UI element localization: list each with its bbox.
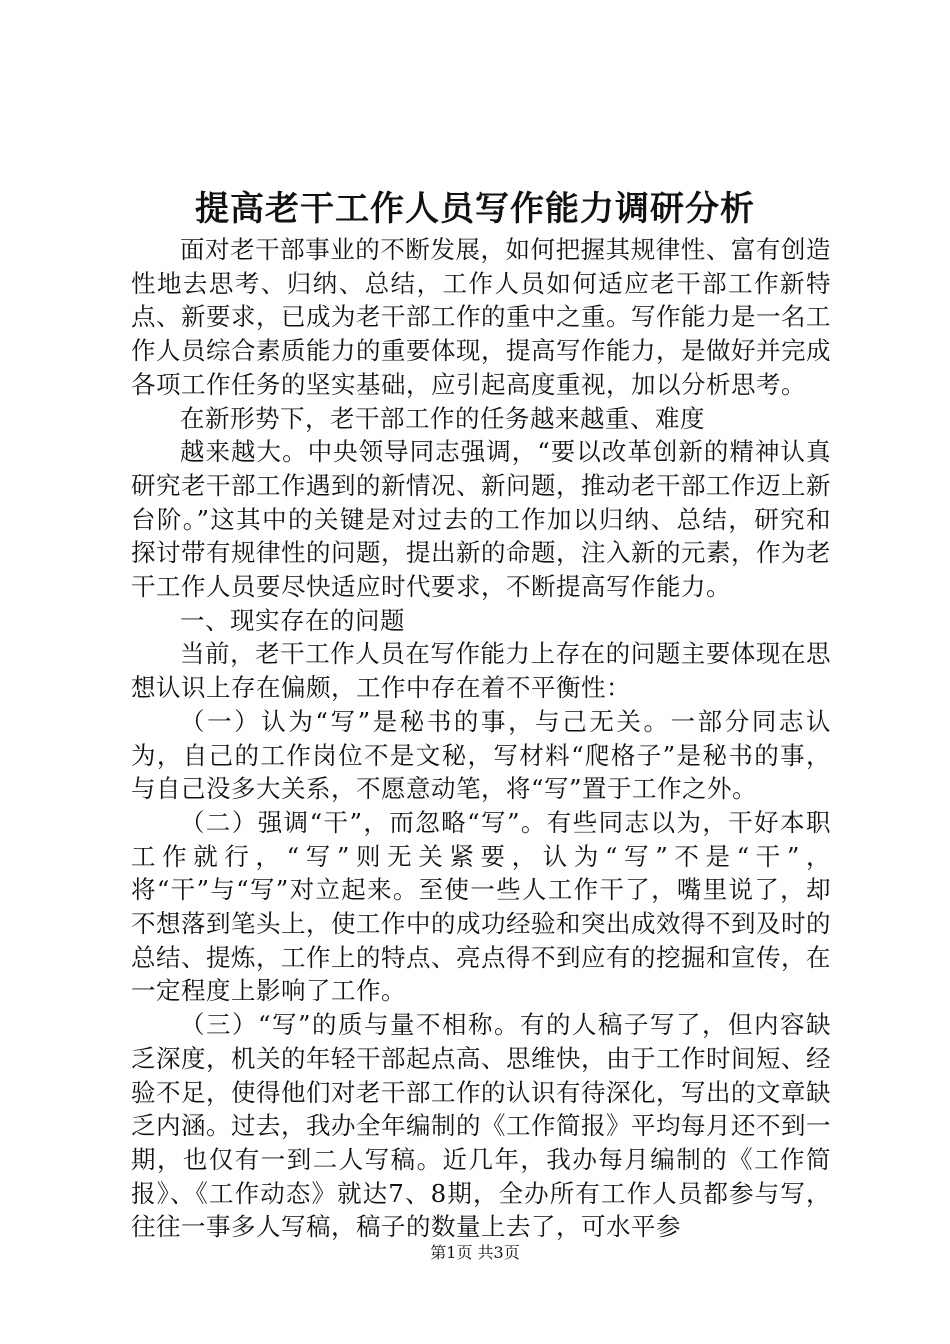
paragraph-problem-one: （一）认为“写”是秘书的事，与己无关。一部分同志认为，自己的工作岗位不是文秘，写材料“爬格子”是秘书的事，与自己没多大关系，不愿意动笔，将“写”置于工作之外。 (131, 706, 831, 804)
paragraph-problem-three: （三）“写”的质与量不相称。有的人稿子写了，但内容缺乏深度，机关的年轻干部起点高、思维快，由于工作时间短、经验不足，使得他们对老干部工作的认识有待深化，写出的文章缺乏内涵。过去，我办全年编制的《工作简报》平均每月还不到一期，也仅有一到二人写稿。近几年，我办每月编制的《工作简报》、《工作动态》就达7、8期，全办所有工作人员都参与写，往往一事多人写稿，稿子的数量上去了，可水平参 (131, 1010, 831, 1242)
paragraph-problems-intro: 当前，老干工作人员在写作能力上存在的问题主要体现在思想认识上存在偏颇，工作中存在着不平衡性： (131, 639, 831, 703)
paragraph-situation-continued: 越来越大。中央领导同志强调，“要以改革创新的精神认真研究老干部工作遇到的新情况、新问题，推动老干部工作迈上新台阶。”这其中的关键是对过去的工作加以归纳、总结，研究和探讨带有规律性的问题，提出新的命题，注入新的元素，作为老干工作人员要尽快适应时代要求，不断提高写作能力。 (131, 437, 831, 602)
paragraph-intro: 面对老干部事业的不断发展，如何把握其规律性、富有创造性地去思考、归纳、总结，工作人员如何适应老干部工作新特点、新要求，已成为老干部工作的重中之重。写作能力是一名工作人员综合素质能力的重要体现，提高写作能力，是做好并完成各项工作任务的坚实基础，应引起高度重视，加以分析思考。 (131, 235, 831, 399)
paragraph-problem-two: （二）强调“干”，而忽略“写”。有些同志以为，干好本职工作就行，“写”则无关紧要，认为“写”不是“干”，将“干”与“写”对立起来。至使一些人工作干了，嘴里说了，却不想落到笔头上，使工作中的成功经验和突出成效得不到及时的总结、提炼，工作上的特点、亮点得不到应有的挖掘和宣传，在一定程度上影响了工作。 (131, 807, 831, 1006)
document-title: 提高老干工作人员写作能力调研分析 (195, 189, 755, 229)
section-heading-problems: 一、现实存在的问题 (180, 605, 405, 635)
page-number-footer: 第1页 共3页 (430, 1243, 520, 1262)
paragraph-situation-start: 在新形势下，老干部工作的任务越来越重、难度 (180, 403, 705, 433)
document-body (131, 233, 831, 1244)
